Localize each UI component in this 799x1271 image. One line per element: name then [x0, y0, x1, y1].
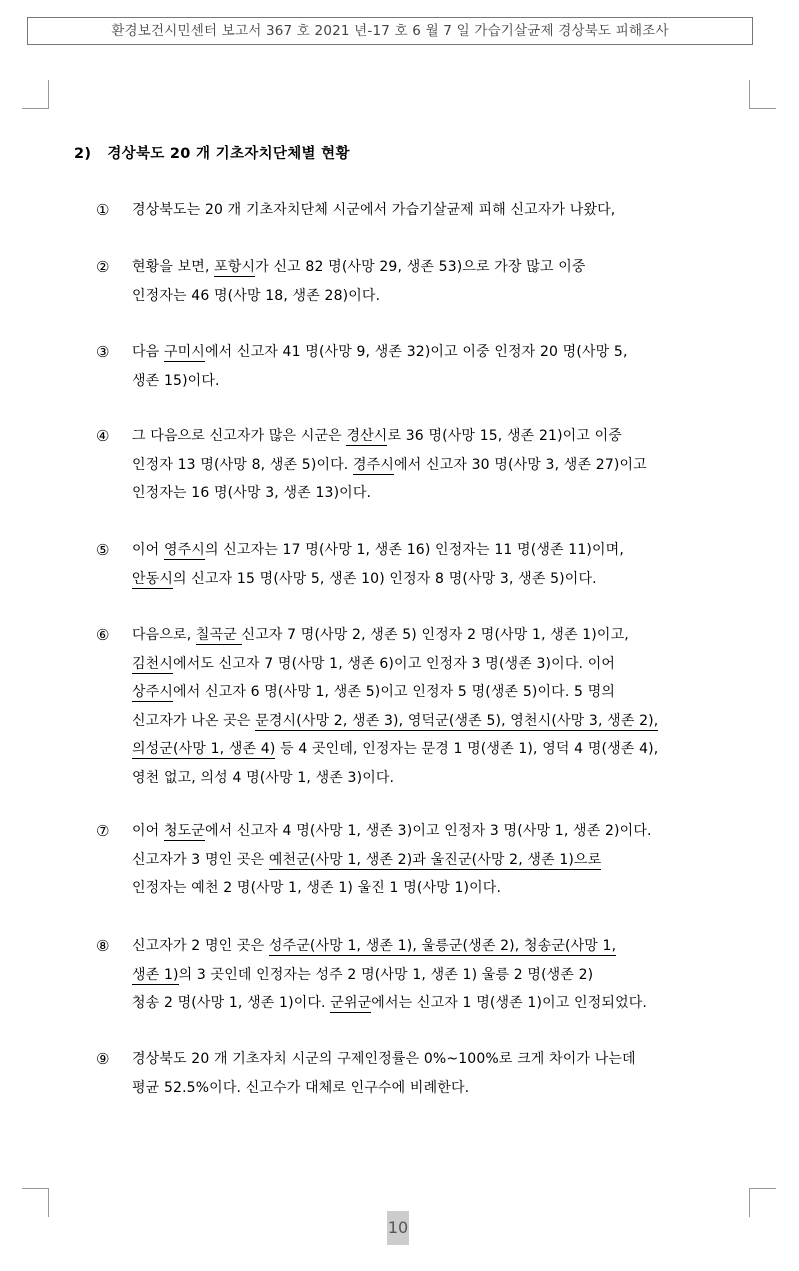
item-text: 에서 신고자 6 명(사망 1, 생존 5)이고 인정자 5 명(생존 5)이다. 5 명의	[173, 684, 616, 700]
item-text: 이어	[132, 823, 164, 839]
item-text: 현황을 보면,	[132, 259, 215, 275]
underlined-place-name: 예천군(사망 1, 생존 2)과 울진군(사망 2, 생존 1)으로	[268, 851, 602, 868]
item-text: 그 다음으로 신고자가 많은 시군은	[132, 428, 347, 444]
section-title: 경상북도 20 개 기초자치단체별 현황	[107, 146, 350, 162]
item-line	[132, 1074, 469, 1103]
item-text: 신고자가 2 명인 곳은	[132, 938, 269, 954]
underlined-place-name: 안동시	[132, 570, 174, 587]
item-line	[132, 989, 647, 1018]
item-line	[132, 479, 371, 508]
crop-mark-top-right	[749, 80, 776, 109]
item-line	[132, 650, 615, 679]
item-text: 가 신고 82 명(사망 29, 생존 53)으로 가장 많고 이중	[255, 259, 586, 275]
item-text: 신고자가 나온 곳은	[132, 712, 256, 729]
item-line	[132, 451, 647, 480]
item-text: 인정자 13 명(사망 8, 생존 5)이다.	[132, 456, 353, 473]
item-text: 평균 52.5%이다. 신고수가 대체로 인구수에 비례한다.	[132, 1079, 470, 1096]
item-text: 의 신고자 15 명(사망 5, 생존 10) 인정자 8 명(사망 3, 생존 5)이다.	[173, 570, 597, 587]
item-text: 경상북도 20 개 기초자치 시군의 구제인정률은 0%~100%로 크게 차이가 나는데	[132, 1051, 636, 1067]
section-number: 2)	[74, 146, 92, 162]
item-text: 에서는 신고자 1 명(생존 1)이고 인정되었다.	[371, 995, 648, 1011]
underlined-place-name: 생존 1)	[132, 966, 179, 983]
running-header	[27, 17, 753, 45]
item-marker: ④	[96, 427, 110, 445]
item-line	[132, 422, 622, 451]
item-text: 인정자는 예천 2 명(사망 1, 생존 1) 울진 1 명(사망 1)이다.	[132, 880, 502, 896]
item-marker: ⑨	[96, 1050, 110, 1068]
item-line	[132, 536, 624, 565]
underlined-place-name: 구미시	[163, 344, 205, 360]
item-line	[132, 338, 628, 367]
item-line	[132, 817, 652, 846]
item-text: 생존 15)이다.	[132, 372, 220, 389]
underlined-place-name: 경주시	[353, 456, 395, 473]
underlined-place-name: 칠곡군	[195, 627, 242, 643]
item-line	[132, 678, 615, 707]
item-marker: ⑧	[96, 937, 110, 955]
underlined-place-name: 포항시	[214, 259, 256, 275]
item-line	[132, 1045, 636, 1074]
item-text: 다음으로,	[132, 627, 196, 643]
underlined-place-name: 영주시	[163, 542, 205, 558]
item-text: 신고자가 3 명인 곳은	[132, 851, 269, 868]
item-text: 다음	[132, 344, 164, 360]
item-line	[132, 735, 658, 764]
item-text: 에서도 신고자 7 명(사망 1, 생존 6)이고 인정자 3 명(생존 3)이다. 이어	[173, 655, 616, 672]
item-text: 에서 신고자 4 명(사망 1, 생존 3)이고 인정자 3 명(사망 1, 생존 2)이다.	[204, 823, 652, 839]
item-text: 인정자는 46 명(사망 18, 생존 28)이다.	[132, 287, 381, 304]
underlined-place-name: 김천시	[132, 655, 174, 672]
underlined-place-name: 청도군	[163, 823, 205, 839]
page-number: 10	[387, 1211, 409, 1245]
item-text: 인정자는 16 명(사망 3, 생존 13)이다.	[132, 485, 372, 501]
item-line	[132, 196, 615, 225]
item-line	[132, 707, 658, 736]
running-header-text: 환경보건시민센터 보고서 367 호 2021 년-17 호 6 월 7 일 가습기살균제 경상북도 피해조사	[111, 23, 669, 39]
item-line	[132, 282, 380, 311]
item-line	[132, 932, 616, 961]
item-text: 에서 신고자 30 명(사망 3, 생존 27)이고	[394, 456, 647, 473]
item-text: 의 3 곳인데 인정자는 성주 2 명(사망 1, 생존 1) 울릉 2 명(생존 2)	[178, 966, 594, 983]
item-text: 로 36 명(사망 15, 생존 21)이고 이중	[387, 428, 622, 444]
underlined-place-name: 성주군(사망 1, 생존 1), 울릉군(생존 2), 청송군(사망 1,	[268, 938, 617, 954]
item-line	[132, 874, 501, 903]
underlined-place-name: 상주시	[132, 684, 174, 700]
section-heading	[74, 142, 350, 163]
item-text: 의 신고자는 17 명(사망 1, 생존 16) 인정자는 11 명(생존 11)이며,	[204, 542, 624, 558]
item-text: 등 4 곳인데, 인정자는 문경 1 명(생존 1), 영덕 4 명(생존 4),	[275, 741, 659, 757]
item-line	[132, 846, 601, 875]
crop-mark-bottom-right	[749, 1188, 776, 1217]
item-text: 에서 신고자 41 명(사망 9, 생존 32)이고 이중 인정자 20 명(사망 5,	[204, 344, 628, 360]
item-marker: ③	[96, 343, 110, 361]
item-line	[132, 253, 586, 282]
item-text: 경상북도는 20 개 기초자치단체 시군에서 가습기살균제 피해 신고자가 나왔다,	[132, 202, 616, 218]
item-text: 신고자 7 명(사망 2, 생존 5) 인정자 2 명(사망 1, 생존 1)이고,	[241, 627, 629, 643]
item-line	[132, 764, 394, 793]
item-line	[132, 621, 629, 650]
crop-mark-bottom-left	[22, 1188, 49, 1217]
underlined-place-name: 문경시(사망 2, 생존 3), 영덕군(생존 5), 영천시(사망 3, 생존 2),	[255, 712, 659, 729]
item-marker: ⑥	[96, 626, 110, 644]
item-marker: ②	[96, 258, 110, 276]
item-marker: ①	[96, 201, 110, 219]
item-marker: ⑤	[96, 541, 110, 559]
underlined-place-name: 의성군(사망 1, 생존 4)	[132, 741, 276, 757]
crop-mark-top-left	[22, 80, 49, 109]
item-text: 이어	[132, 542, 164, 558]
item-line	[132, 367, 220, 396]
item-text: 영천 없고, 의성 4 명(사망 1, 생존 3)이다.	[132, 769, 395, 786]
item-line	[132, 565, 597, 594]
underlined-place-name: 군위군	[330, 995, 372, 1011]
underlined-place-name: 경산시	[346, 428, 388, 444]
item-line	[132, 961, 593, 990]
item-marker: ⑦	[96, 822, 110, 840]
item-text: 청송 2 명(사망 1, 생존 1)이다.	[132, 995, 331, 1011]
